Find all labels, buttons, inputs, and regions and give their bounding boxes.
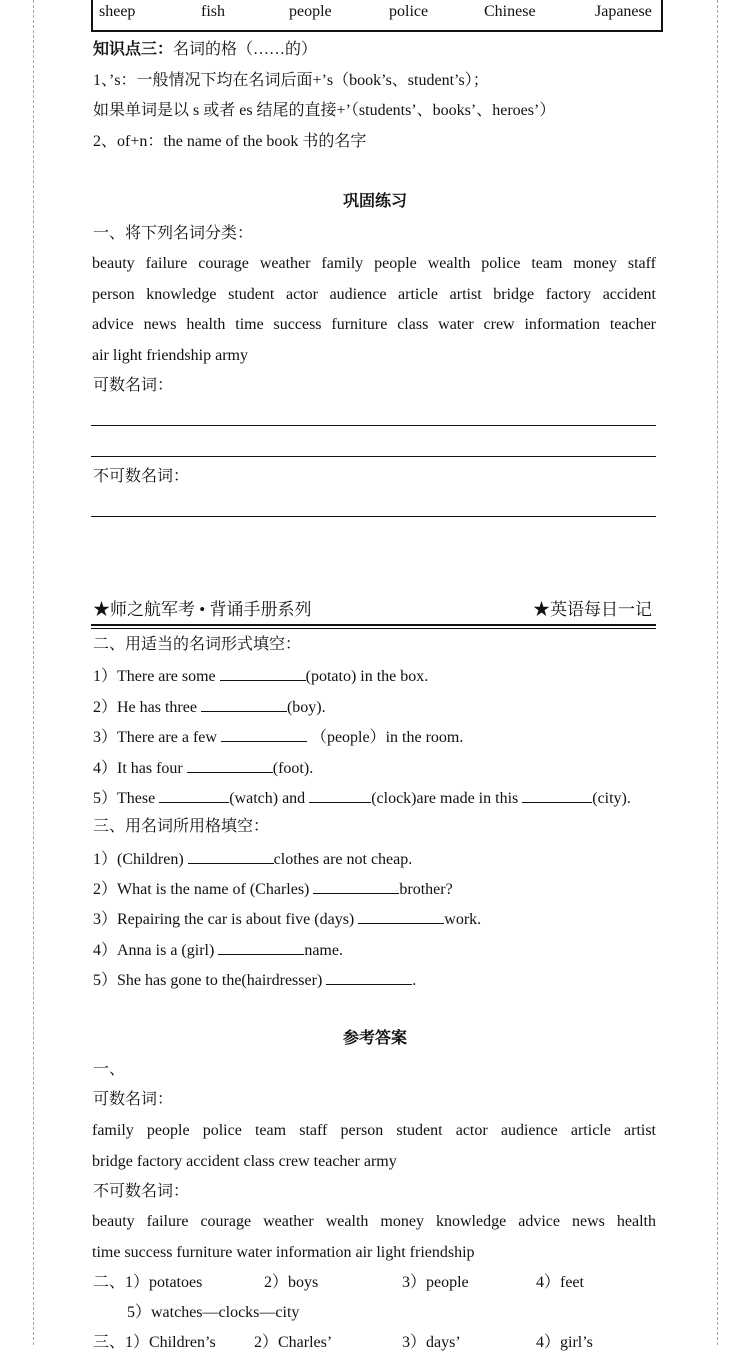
noun-table-fragment — [91, 0, 663, 32]
table-cell: police — [389, 3, 429, 20]
point3-line: 2、of+n：the name of the book 书的名字 — [93, 133, 367, 150]
fill-blank[interactable] — [326, 969, 412, 985]
fill-blank[interactable] — [159, 787, 229, 803]
q2-heading: 二、用适当的名词形式填空： — [93, 636, 302, 653]
q3-item-text: name. — [304, 942, 343, 959]
q3-heading: 三、用名词所用格填空： — [93, 818, 270, 835]
q3-item-text: work. — [444, 911, 482, 928]
answers-countable-label: 可数名词： — [93, 1091, 174, 1108]
q3-item — [93, 969, 416, 991]
uncountable-label: 不可数名词： — [93, 468, 190, 485]
page-header-right: ★英语每日一记 — [533, 600, 652, 619]
fill-blank[interactable] — [201, 696, 287, 712]
q3-item — [93, 939, 343, 961]
q2-item-text: (watch) and — [229, 790, 310, 807]
header-rule — [91, 628, 656, 629]
answers-title: 参考答案 — [342, 1030, 407, 1047]
q1-word-line: air light friendship army — [92, 347, 248, 364]
point3-heading-rest: 名词的格（……的） — [173, 41, 318, 58]
q2-item-text: (city). — [592, 790, 631, 807]
fill-blank[interactable] — [358, 908, 444, 924]
q2-item-text: (boy). — [286, 699, 326, 716]
fill-blank[interactable] — [188, 848, 274, 864]
q2-item-text: 1）There are some — [93, 668, 220, 685]
point3-heading — [93, 40, 317, 60]
point3-heading-bold: 知识点三： — [93, 41, 174, 58]
fill-blank[interactable] — [522, 787, 592, 803]
q1-word-line: person knowledge student actor audience article artist bridge factory accident — [92, 286, 656, 303]
q3-item-text: 3）Repairing the car is about five (days) — [93, 911, 359, 928]
q3-item-text: 5）She has gone to the(hairdresser) — [93, 972, 327, 989]
fill-blank[interactable] — [218, 939, 304, 955]
answers-countable-line: family people police team staff person student actor audience article artist — [92, 1122, 656, 1139]
answers-part3-item: 2）Charles’ — [254, 1334, 333, 1351]
q2-item-text: 4）It has four — [93, 760, 187, 777]
answers-part2-item: 5）watches—clocks—city — [127, 1304, 300, 1321]
answer-blank-line — [91, 516, 656, 517]
q2-item-text: (potato) in the box. — [305, 668, 429, 685]
q2-item — [93, 787, 631, 809]
practice-title: 巩固练习 — [342, 193, 407, 210]
q2-item — [93, 757, 313, 779]
answers-uncountable-line: time success furniture water information air light friendship — [92, 1244, 475, 1261]
q2-item — [93, 726, 463, 748]
q2-item-text: (foot). — [272, 760, 314, 777]
answers-part2-item: 4）feet — [536, 1274, 584, 1291]
header-rule — [91, 624, 656, 626]
q3-item — [93, 908, 481, 930]
q3-item-text: brother? — [399, 881, 453, 898]
q3-item-text: clothes are not cheap. — [273, 851, 413, 868]
table-cell: Japanese — [595, 3, 652, 20]
fill-blank[interactable] — [221, 726, 307, 742]
q3-item — [93, 878, 453, 900]
q3-item-text: 1）(Children) — [93, 851, 188, 868]
point3-line: 1、’s：一般情况下均在名词后面+’s（book’s、student’s）； — [93, 72, 489, 89]
q2-item-text: （people）in the room. — [306, 729, 464, 746]
answers-countable-line: bridge factory accident class crew teacher army — [92, 1153, 397, 1170]
q2-item-text: (clock)are made in this — [371, 790, 523, 807]
answers-part1-label: 一、 — [93, 1061, 126, 1078]
q2-item-text: 2）He has three — [93, 699, 201, 716]
fill-blank[interactable] — [220, 665, 306, 681]
answers-part2-item: 2）boys — [264, 1274, 319, 1291]
page-header-left: ★师之航军考 • 背诵手册系列 — [93, 600, 312, 619]
q3-item — [93, 848, 412, 870]
fill-blank[interactable] — [309, 787, 371, 803]
q2-item-text: 3）There are a few — [93, 729, 221, 746]
table-cell: Chinese — [484, 3, 536, 20]
q1-heading: 一、将下列名词分类： — [93, 225, 254, 242]
answers-uncountable-line: beauty failure courage weather wealth money knowledge advice news health — [92, 1213, 656, 1230]
table-cell: people — [289, 3, 332, 20]
fill-blank[interactable] — [187, 757, 273, 773]
answers-part3-item: 4）girl’s — [536, 1334, 593, 1351]
table-cell: sheep — [99, 3, 136, 20]
answers-part2-item: 3）people — [402, 1274, 469, 1291]
q3-item-text: 2）What is the name of (Charles) — [93, 881, 314, 898]
answer-blank-line — [91, 425, 656, 426]
q3-item-text: . — [412, 972, 417, 989]
answers-uncountable-label: 不可数名词： — [93, 1183, 190, 1200]
q2-item — [93, 696, 326, 718]
fill-blank[interactable] — [313, 878, 399, 894]
q2-item-text: 5）These — [93, 790, 160, 807]
q1-word-line: advice news health time success furniture class water crew information teacher — [92, 316, 656, 333]
q1-word-line: beauty failure courage weather family people wealth police team money staff — [92, 255, 656, 272]
answer-blank-line — [91, 456, 656, 457]
table-cell: fish — [201, 3, 225, 20]
q3-item-text: 4）Anna is a (girl) — [93, 942, 219, 959]
point3-line: 如果单词是以 s 或者 es 结尾的直接+’（students’、books’、heroes’） — [93, 102, 556, 119]
answers-part3-item: 3）days’ — [402, 1334, 461, 1351]
countable-label: 可数名词： — [93, 377, 174, 394]
answers-part3-item: 三、1）Children’s — [93, 1334, 216, 1351]
answers-part2-item: 二、1）potatoes — [93, 1274, 203, 1291]
q2-item — [93, 665, 428, 687]
